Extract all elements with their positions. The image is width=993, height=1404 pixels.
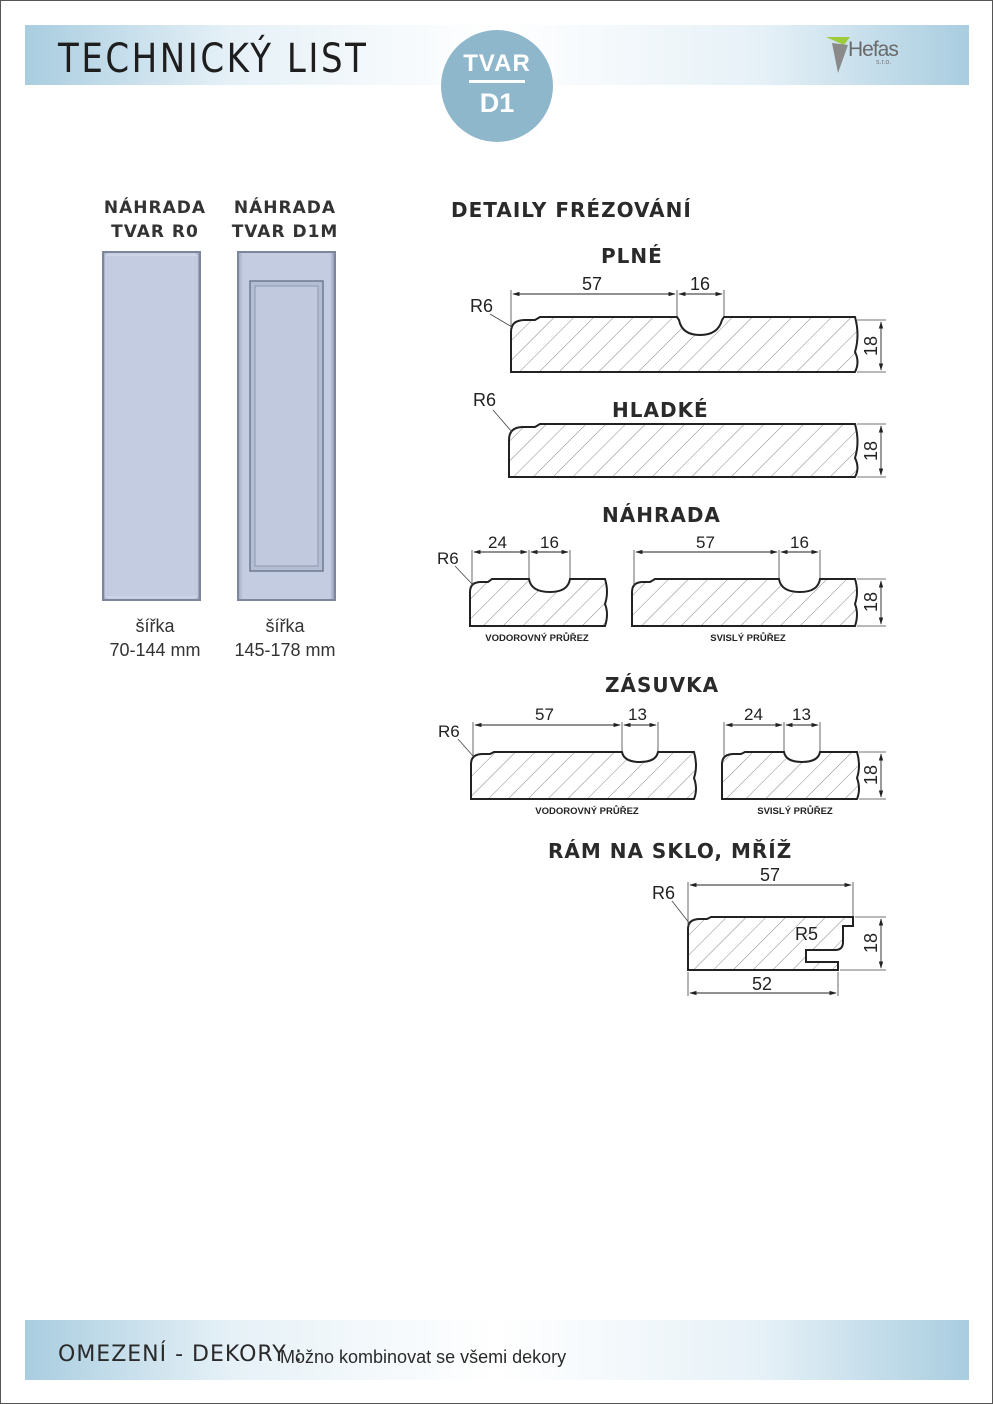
nahrada-right-dim-b: 16: [790, 533, 809, 552]
nahrada-left-dim-a: 24: [488, 533, 507, 552]
ram-title: RÁM NA SKLO, MŘÍŽ: [548, 839, 793, 863]
nahrada-title: NÁHRADA: [602, 503, 721, 527]
nahrada-vertical-profile: [632, 533, 886, 644]
caption-line: TVAR R0: [111, 222, 199, 242]
width-value: 145-178 mm: [234, 640, 336, 660]
nahrada-thickness: 18: [861, 591, 881, 612]
zasuvka-left-dim-b: 13: [628, 705, 647, 724]
nahrada-right-label: SVISLÝ PRŮŘEZ: [710, 633, 786, 644]
caption-line: TVAR D1M: [231, 222, 339, 242]
hladke-title: HLADKÉ: [612, 398, 709, 422]
plne-title: PLNÉ: [601, 244, 663, 268]
width-label: šířka: [265, 616, 305, 636]
details-heading: DETAILY FRÉZOVÁNÍ: [451, 198, 692, 222]
nahrada-right-dim-a: 57: [696, 533, 715, 552]
width-value: 70-144 mm: [109, 640, 201, 660]
zasuvka-left-label: VODOROVNÝ PRŮŘEZ: [535, 806, 639, 817]
logo-text: Hefas: [848, 38, 898, 61]
nahrada-horizontal-profile: [437, 533, 607, 644]
hladke-thickness: 18: [861, 440, 881, 461]
caption-line: NÁHRADA: [103, 198, 207, 218]
restrictions-label: OMEZENÍ - DEKORY :: [58, 1342, 304, 1367]
zasuvka-right-dim-a: 24: [744, 705, 763, 724]
zasuvka-left-dim-a: 57: [535, 705, 554, 724]
nahrada-left-dim-b: 16: [540, 533, 559, 552]
ram-radius: R6: [652, 883, 676, 903]
plne-radius: R6: [470, 296, 494, 316]
zasuvka-horizontal-profile: [438, 705, 696, 817]
ram-profile: [652, 865, 886, 996]
zasuvka-title: ZÁSUVKA: [605, 673, 720, 697]
width-label: šířka: [135, 616, 175, 636]
plne-profile: [470, 274, 886, 372]
badge-label: TVAR: [463, 50, 531, 77]
plne-dim-b: 16: [690, 274, 711, 294]
zasuvka-right-dim-b: 13: [792, 705, 811, 724]
ram-inner-radius: R5: [795, 924, 819, 944]
ram-top-dim: 57: [760, 865, 781, 885]
ram-bottom-dim: 52: [752, 974, 773, 994]
zasuvka-radius: R6: [438, 722, 460, 741]
nahrada-left-label: VODOROVNÝ PRŮŘEZ: [485, 633, 589, 644]
zasuvka-right-label: SVISLÝ PRŮŘEZ: [757, 806, 833, 817]
plne-thickness: 18: [861, 335, 881, 356]
plne-dim-a: 57: [582, 274, 603, 294]
badge-code: D1: [479, 88, 515, 118]
hladke-radius: R6: [473, 390, 497, 410]
ram-thickness: 18: [861, 932, 881, 953]
restrictions-value: Možno kombinovat se všemi dekory: [280, 1347, 567, 1367]
zasuvka-vertical-profile: [722, 705, 886, 817]
nahrada-radius: R6: [437, 549, 459, 568]
zasuvka-thickness: 18: [861, 764, 881, 785]
hladke-profile: [473, 390, 886, 477]
page-title: TECHNICKÝ LIST: [58, 36, 369, 82]
caption-line: NÁHRADA: [233, 198, 337, 218]
logo-subtext: s.r.o.: [876, 59, 892, 66]
